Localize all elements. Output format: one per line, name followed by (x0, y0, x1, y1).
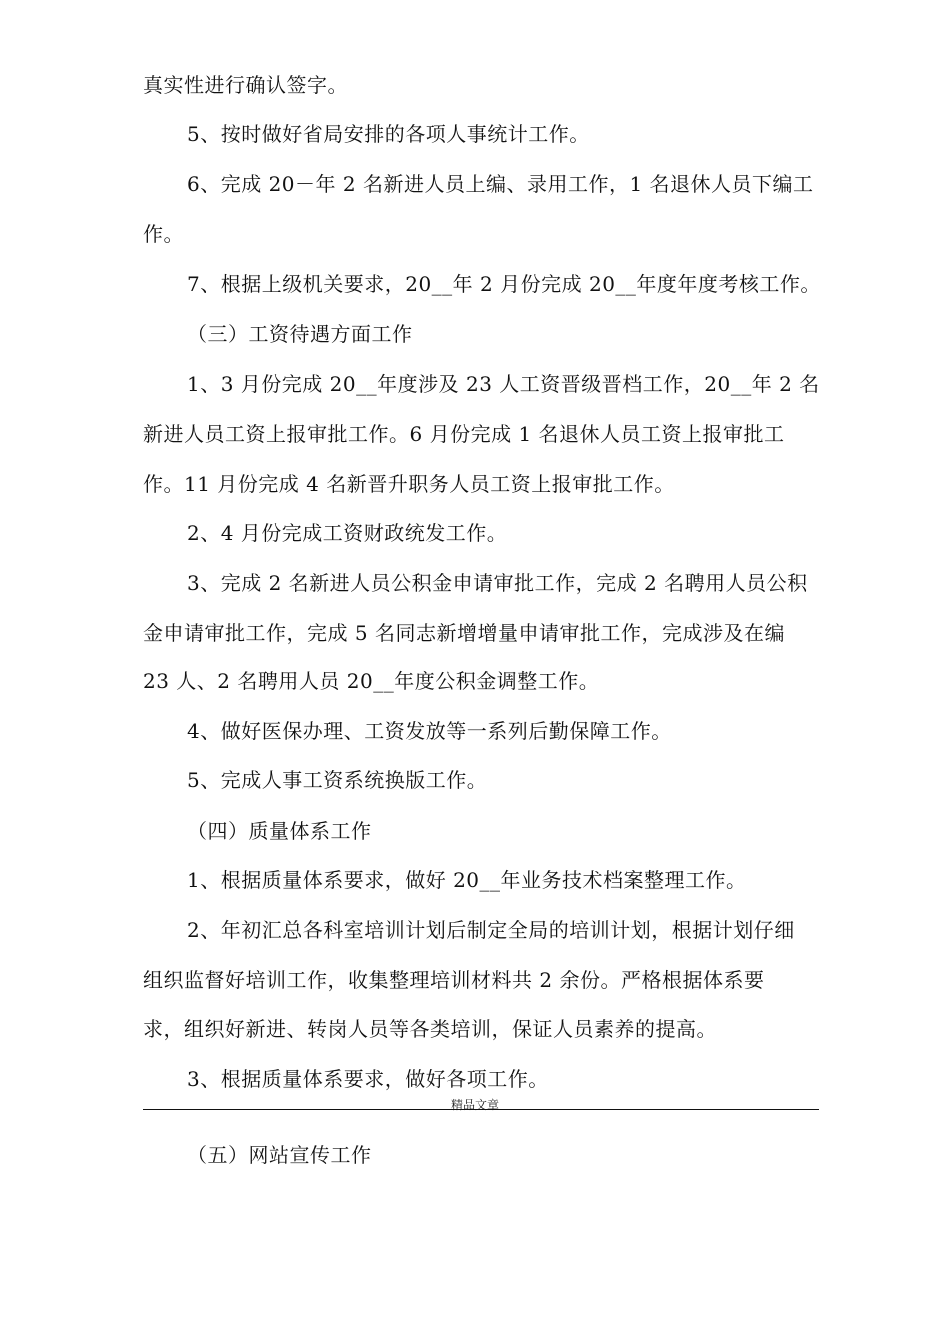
text-line: 求，组织好新进、转岗人员等各类培训，保证人员素养的提高。 (143, 1017, 717, 1041)
section-heading: （五）网站宣传工作 (187, 1143, 372, 1167)
text-line: 金申请审批工作，完成 5 名同志新增增量申请审批工作，完成涉及在编 (143, 621, 785, 645)
text-line: 组织监督好培训工作，收集整理培训材料共 2 余份。严格根据体系要 (143, 968, 765, 992)
text-line: 5、按时做好省局安排的各项人事统计工作。 (187, 122, 590, 146)
text-line: 新进人员工资上报审批工作。6 月份完成 1 名退休人员工资上报审批工 (143, 422, 785, 446)
text-line: 5、完成人事工资系统换版工作。 (187, 768, 488, 792)
text-line: 作。 (143, 222, 184, 246)
text-line: 作。11 月份完成 4 名新晋升职务人员工资上报审批工作。 (143, 472, 675, 496)
text-line: 23 人、2 名聘用人员 20__年度公积金调整工作。 (143, 669, 600, 693)
page-footer-label: 精品文章 (450, 1098, 499, 1112)
text-line: 1、3 月份完成 20__年度涉及 23 人工资晋级晋档工作，20__年 2 名 (187, 372, 820, 396)
text-line: 4、做好医保办理、工资发放等一系列后勤保障工作。 (187, 719, 672, 743)
text-line: 1、根据质量体系要求，做好 20__年业务技术档案整理工作。 (187, 868, 747, 892)
text-line: 真实性进行确认签字。 (143, 73, 348, 97)
text-line: 2、4 月份完成工资财政统发工作。 (187, 521, 508, 545)
text-line: 7、根据上级机关要求，20__年 2 月份完成 20__年度年度考核工作。 (187, 272, 821, 296)
footer-divider (143, 1109, 819, 1110)
section-heading: （三）工资待遇方面工作 (187, 322, 413, 346)
text-line: 3、完成 2 名新进人员公积金申请审批工作，完成 2 名聘用人员公积 (187, 571, 808, 595)
text-line: 2、年初汇总各科室培训计划后制定全局的培训计划，根据计划仔细 (187, 918, 795, 942)
section-heading: （四）质量体系工作 (187, 819, 372, 843)
text-line: 3、根据质量体系要求，做好各项工作。 (187, 1067, 549, 1091)
text-line: 6、完成 20－年 2 名新进人员上编、录用工作，1 名退休人员下编工 (187, 172, 814, 196)
